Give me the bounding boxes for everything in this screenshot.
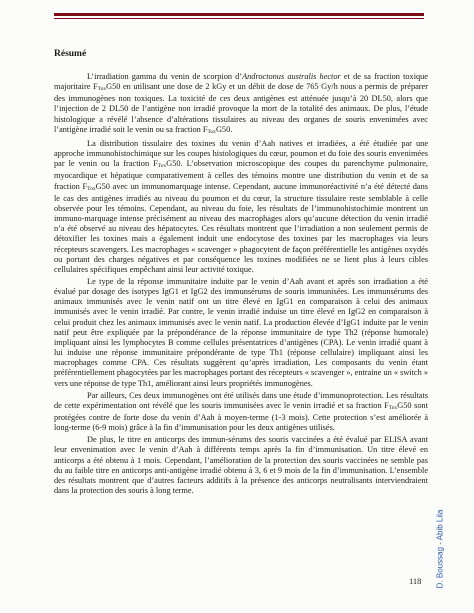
paragraph-text: G50. xyxy=(215,124,233,134)
paragraph-2 xyxy=(54,139,428,275)
paragraph-text: Le type de la réponse immunitaire induite par le venin d’Aah avant et après son irradiation a été évalué par dosage des isotypes IgG1 et IgG2 des immunsérums de souris immunisées. Les immunsérums des animaux immunisés avec le venin natif ont un titre élevé en IgG1 en comparaison à celui des animaux immunisés avec le venin irradié. Par contre, le venin irradié induise un titre élevé en IgG2 en comparaison à celui produit chez les animaux immunisés avec le venin natif. La production élevée d’IgG1 induite par le venin natif peut être expliquée par la prépondérance de la réponse immunitaire de type Th2 (réponse humorale) impliquant ainsi les lymphocytes B comme cellules présentatrices d’antigènes (CPA). Le venin irradié quant à lui induise une réponse immunitaire prépondérante de type Th1 (réponse cellulaire) impliquant ainsi les macrophages comme CPA. Ces résultats suggèrent qu’après irradiation, Les composants du venin étant préférentiellement phagocytées par les macrophages portant des récepteurs « scavenger », entraine un « switch » vers une réponse de type Th1, améliorant ainsi leurs propriétés immunogènes. xyxy=(54,276,428,388)
paragraph-text: L’irradiation gamma du venin de scorpion d’ xyxy=(87,72,243,81)
paragraph-1 xyxy=(54,72,428,137)
subscript-text: Tox xyxy=(388,404,398,411)
page-number: 118 xyxy=(409,576,422,586)
paragraph-4 xyxy=(54,391,428,434)
subscript-text: Tox xyxy=(87,185,96,192)
author-side-label xyxy=(434,508,446,590)
italic-text: Androctonus australis hector xyxy=(242,72,341,81)
paragraph-5 xyxy=(54,435,428,496)
paragraph-text: G50 avec un immunomarquage intense. Cependant, aucune immunoréactivité n’a été détecté dans le cas des antigènes irradiés au niveau du poumon et du cœur, la structure tissulaire reste semblable à celle observée pour les témoins. Cependant, au niveau du foie, les résultats de l’immunohistochimie montrent un immuno-marquage intense précisément au niveau des macrophages alors qu’aucune détection du venin irradié n’a été observé au niveau des hépatocytes. Ces résultats montrent que l’irradiation a non seulement permis de détoxifier les toxines mais a également induit une endocytose des toxines par les macrophages via leurs récepteurs scavengers. Les macrophages « scavenger » phagocytent de façon préférentielle les antigènes oxydés ou portant des charges négatives et par conséquence les toxines modifiées ne se lient plus à leurs cibles cellulaires spécifiques empêchant ainsi leur activité toxique. xyxy=(54,181,428,274)
page-title: Résumé xyxy=(54,49,87,59)
paragraph-text: et de sa fraction toxique majoritaire F xyxy=(54,72,428,92)
author-side-text: D. Boussag - Abib Lila xyxy=(435,509,445,589)
paragraph-text: G50. L’observation microscopique des coupes du parenchyme pulmonaire, myocardique et hépatique comparativement à celles des témoins montre une distribution du venin et de sa fraction F xyxy=(54,159,428,191)
paragraph-text: Par ailleurs, Ces deux immunogènes ont été utilisés dans une étude d’immunoprotection. Les résultats de cette expérimentation ont révélé que les souris immunisées avec le venin irradié et sa fraction F xyxy=(54,390,428,410)
paragraph-text: De plus, le titre en anticorps des immun-sérums des souris vaccinées a été évalué par ELISA avant leur envenimation avec le venin d’Aah à différents temps après la fin d’immunisation. Un titre élevé en anticorps a été obtenu à 1 mois. Cependant, l’amélioration de la protection des souris vaccinées ne semble pas du au faible titre en anticorps anti-antigène irradié obtenu à 3, 6 et 9 mois de la fin d’immunisation. L’ensemble des résultats montrent que d’autres facteurs additifs à la présence des anticorps neutralisants interviendraient dans la protection des souris à long terme. xyxy=(54,435,428,496)
subscript-text: Tox xyxy=(157,163,167,170)
paragraph-text: G50 en utilisant une dose de 2 kGy et un débit de dose de 765 Gy/h nous a permis de préparer des immunogènes non toxiques. La toxicité de ces deux antigènes est atténuée jusqu’à 20 DL50, alors que l’injection de 2 DL50 de l’antigène non irradié provoque la mort de la totalité des animaux. De plus, l’étude histologique a révélé l’absence d’altérations tissulaires au niveau des organes de souris envenimées avec l’antigène irradié soit le venin ou sa fraction F xyxy=(54,82,428,134)
paragraph-3 xyxy=(54,277,428,389)
resume-body xyxy=(54,72,428,498)
subscript-text: Tox xyxy=(207,128,216,135)
header-rule-thin xyxy=(54,18,424,19)
header-rule-thick xyxy=(54,13,424,16)
paragraph-text: La distribution tissulaire des toxines du venin d’Aah natives et irradiées, a été étudiée par une approche immunohistochimique sur les coupes histologiques du cœur, poumon et du foie des souris envenimées par le venin ou la fraction F xyxy=(54,138,428,169)
paragraph-text: G50 sont protégées contre de forte dose du venin d’Aah à moyen-terme (1-3 mois). Cette protection s’est améliorée à long-terme (6-9 mois) grâce à la fin d’immunisation pour les deux antigènes utilisés. xyxy=(54,400,428,433)
subscript-text: Tox xyxy=(97,86,107,93)
